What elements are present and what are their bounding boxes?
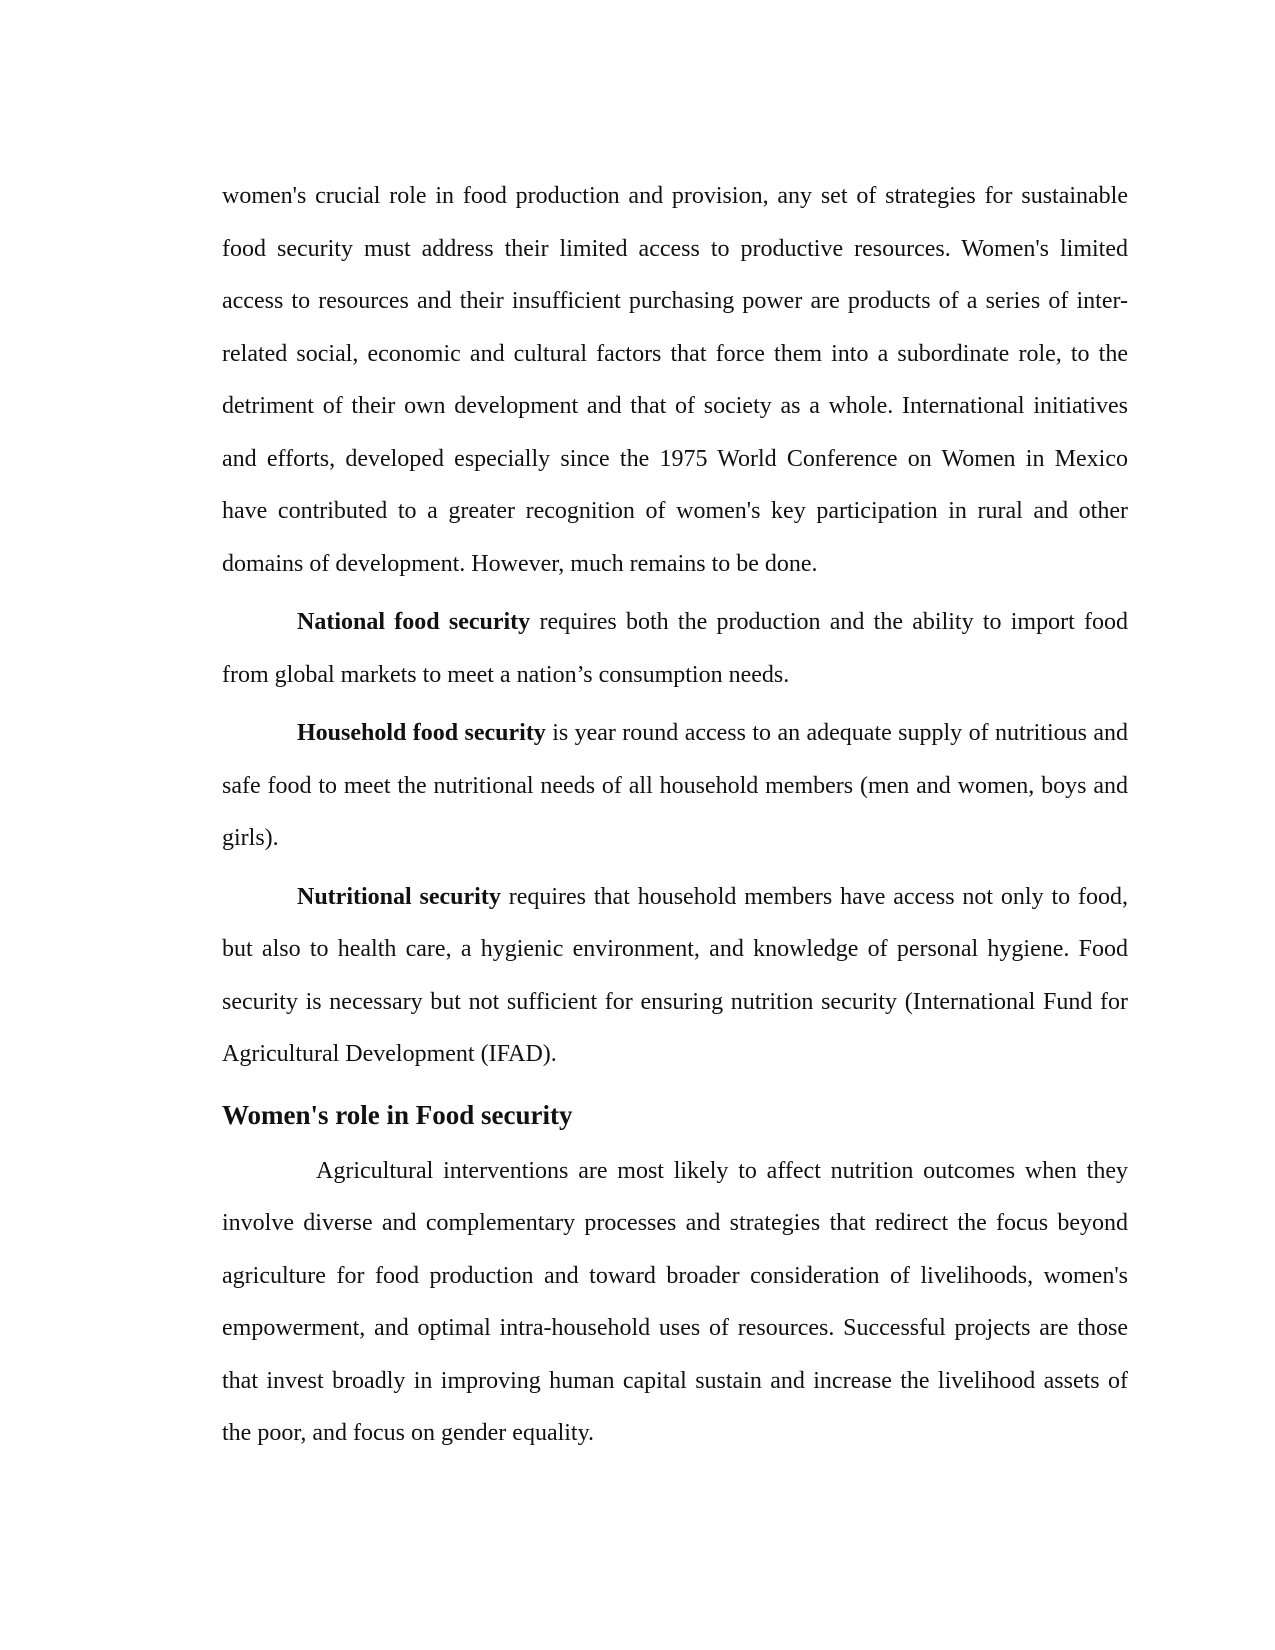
definition-text: is year round access to an adequate supply of nutritious and safe food to meet the nutritional needs of all household members (men and women, boys and girls).	[222, 720, 1129, 851]
definition-term: Nutritional security	[297, 883, 501, 910]
intro-paragraph: women's crucial role in food production and provision, any set of strategies for sustainable food security must address their limited access to productive resources. Women's limited access to resources and their insufficient purchasing power are products of a series of inter-related social, economic and cultural factors that force them into a subordinate role, to the detriment of their own development and that of society as a whole. International initiatives and efforts, developed especially since the 1975 World Conference on Women in Mexico have contributed to a greater recognition of women's key participation in rural and other domains of development. However, much remains to be done.	[222, 183, 1128, 577]
section-paragraph: Agricultural interventions are most likely to affect nutrition outcomes when they involve diverse and complementary processes and strategies that redirect the focus beyond agriculture for food production and toward broader consideration of livelihoods, women's empowerment, and optimal intra-household uses of resources. Successful projects are those that invest broadly in improving human capital sustain and increase the livelihood assets of the poor, and focus on gender equality.	[222, 1157, 1128, 1446]
section-heading: Women's role in Food security	[222, 1099, 573, 1130]
definition-household-food-security	[222, 707, 1128, 865]
definition-text: requires both the production and the ability to import food from global markets to meet a nation’s consumption needs.	[222, 609, 1129, 688]
definition-term: Household food security	[297, 720, 546, 746]
document-page	[222, 170, 1128, 1460]
definition-nutritional-security	[222, 871, 1128, 1081]
definition-term: National food security	[297, 609, 531, 635]
definition-text: requires that household members have access not only to food, but also to health care, a hygienic environment, and knowledge of personal hygiene. Food security is necessary but not sufficient for ensuring nutrition security (International Fund for Agricultural Development (IFAD).	[222, 883, 1128, 1067]
definition-national-food-security	[222, 596, 1128, 701]
